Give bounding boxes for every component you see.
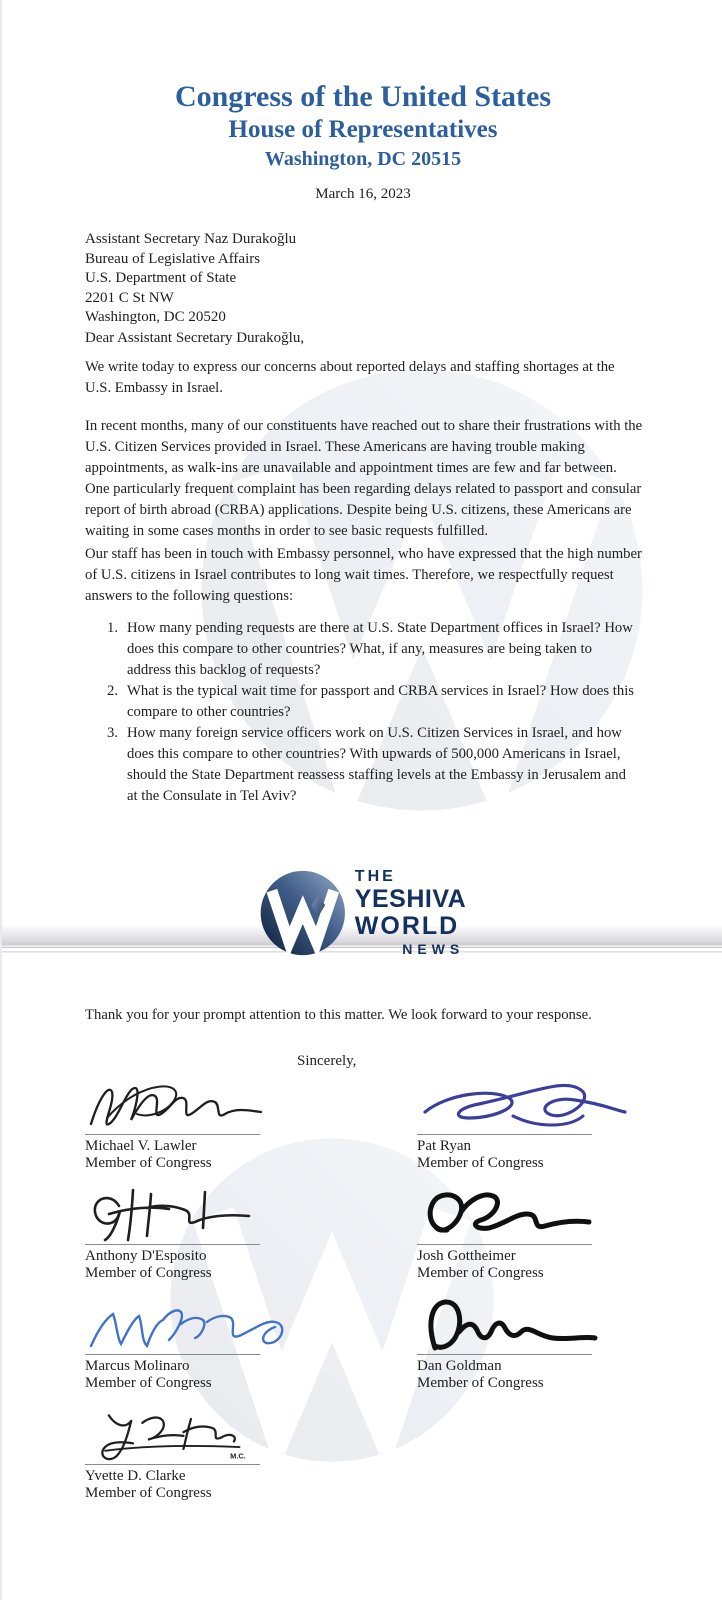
recipient-line: Washington, DC 20520 bbox=[85, 309, 226, 325]
signer-title: Member of Congress bbox=[417, 1155, 544, 1171]
signature-line bbox=[417, 1244, 592, 1245]
letterhead bbox=[2, 80, 722, 171]
signature-block-molinaro bbox=[85, 1296, 315, 1392]
yeshiva-world-news-logo bbox=[260, 868, 466, 958]
signature-scribble-molinaro-icon bbox=[85, 1296, 300, 1352]
question-text: What is the typical wait time for passport and CRBA services in Israel? How does this compare to other countries? bbox=[127, 683, 635, 720]
signature-line bbox=[85, 1464, 260, 1465]
question-text: How many pending requests are there at U.S. State Department offices in Israel? How does this compare to other countries? What, if any, measures are being taken to address this backlog of requests? bbox=[127, 620, 633, 678]
signature-block-ryan bbox=[417, 1076, 647, 1172]
signature-line bbox=[417, 1134, 592, 1135]
signature-scribble-gottheimer-icon bbox=[417, 1186, 627, 1242]
signature-block-lawler bbox=[85, 1076, 315, 1172]
recipient-line: U.S. Department of State bbox=[85, 270, 237, 286]
question-item-2 bbox=[107, 681, 639, 723]
letterhead-line2: House of Representatives bbox=[228, 116, 498, 143]
yeshiva-world-wordmark bbox=[355, 868, 466, 958]
logo-text-news: NEWS bbox=[402, 941, 465, 957]
signature-scribble-ryan-icon bbox=[417, 1076, 632, 1132]
signer-name: Anthony D'Esposito bbox=[85, 1248, 207, 1264]
question-item-1 bbox=[107, 618, 639, 681]
body-paragraph-3: Our staff has been in touch with Embassy personnel, who have expressed that the high number of U.S. citizens in Israel contributes to long wait times. Therefore, we respectfully request answers to the following questions: bbox=[85, 546, 642, 604]
signature-line bbox=[85, 1244, 260, 1245]
signature-mc-annotation: M.C. bbox=[230, 1451, 246, 1461]
question-item-3 bbox=[107, 723, 639, 807]
question-number: 3. bbox=[107, 725, 119, 741]
yeshiva-world-globe-icon bbox=[260, 870, 346, 956]
recipient-line: 2201 C St NW bbox=[85, 289, 174, 306]
salutation: Dear Assistant Secretary Durakoğlu, bbox=[85, 330, 305, 346]
signature-scribble-clarke-icon bbox=[85, 1406, 295, 1462]
signature-scribble-lawler-icon bbox=[85, 1076, 295, 1132]
signature-scribble-desposito-icon bbox=[85, 1186, 295, 1242]
signer-title: Member of Congress bbox=[85, 1265, 212, 1281]
recipient-line: Assistant Secretary Naz Durakoğlu bbox=[85, 231, 297, 247]
closing-paragraph: Thank you for your prompt attention to this matter. We look forward to your response. bbox=[85, 1007, 592, 1023]
signature-scribble-goldman-icon bbox=[417, 1296, 627, 1352]
signer-name: Dan Goldman bbox=[417, 1358, 502, 1374]
signer-title: Member of Congress bbox=[417, 1265, 544, 1281]
recipient-line: Bureau of Legislative Affairs bbox=[85, 250, 261, 267]
signature-line bbox=[85, 1354, 260, 1355]
signature-block-gottheimer bbox=[417, 1186, 647, 1282]
body-paragraph-2: In recent months, many of our constituents have reached out to share their frustrations with the U.S. Citizen Services provided in Israel. These Americans are having trouble making appointments, as walk-ins are unavailable and appointment times are few and far between. One particularly frequent complaint has been regarding delays related to passport and consular report of birth abroad (CRBA) applications. Despite being U.S. citizens, these Americans are waiting in some cases months in order to see basic requests fulfilled. bbox=[85, 418, 643, 539]
signoff: Sincerely, bbox=[297, 1053, 357, 1069]
question-number: 1. bbox=[107, 620, 119, 636]
signature-block-goldman bbox=[417, 1296, 647, 1392]
recipient-address bbox=[85, 230, 296, 328]
signer-title: Member of Congress bbox=[85, 1485, 212, 1501]
signer-title: Member of Congress bbox=[85, 1155, 212, 1171]
letterhead-line3: Washington, DC 20515 bbox=[264, 148, 462, 170]
signer-name: Josh Gottheimer bbox=[417, 1248, 516, 1264]
questions-list bbox=[107, 618, 639, 807]
question-number: 2. bbox=[107, 683, 119, 699]
signature-line bbox=[85, 1134, 260, 1135]
question-text: How many foreign service officers work on U.S. Citizen Services in Israel, and how does this compare to other countries? With upwards of 500,000 Americans in Israel, should the State Department reassess staffing levels at the Embassy in Jerusalem and at the Consulate in Tel Aviv? bbox=[127, 725, 626, 804]
body-paragraph-1: We write today to express our concerns about reported delays and staffing shortages at the U.S. Embassy in Israel. bbox=[85, 359, 615, 396]
signer-name: Michael V. Lawler bbox=[85, 1138, 197, 1154]
letter-date: March 16, 2023 bbox=[315, 186, 411, 202]
signature-block-clarke bbox=[85, 1406, 315, 1502]
signer-name: Pat Ryan bbox=[417, 1138, 471, 1154]
logo-text-the: THE bbox=[354, 868, 396, 885]
signature-line bbox=[417, 1354, 592, 1355]
signer-title: Member of Congress bbox=[417, 1375, 544, 1391]
signature-block-desposito bbox=[85, 1186, 315, 1282]
signer-name: Marcus Molinaro bbox=[85, 1358, 190, 1374]
signer-title: Member of Congress bbox=[85, 1375, 212, 1391]
letterhead-line1: Congress of the United States bbox=[174, 80, 552, 113]
logo-text-world: WORLD bbox=[354, 912, 460, 940]
signer-name: Yvette D. Clarke bbox=[85, 1468, 186, 1484]
logo-text-yeshiva: YESHIVA bbox=[354, 885, 467, 913]
